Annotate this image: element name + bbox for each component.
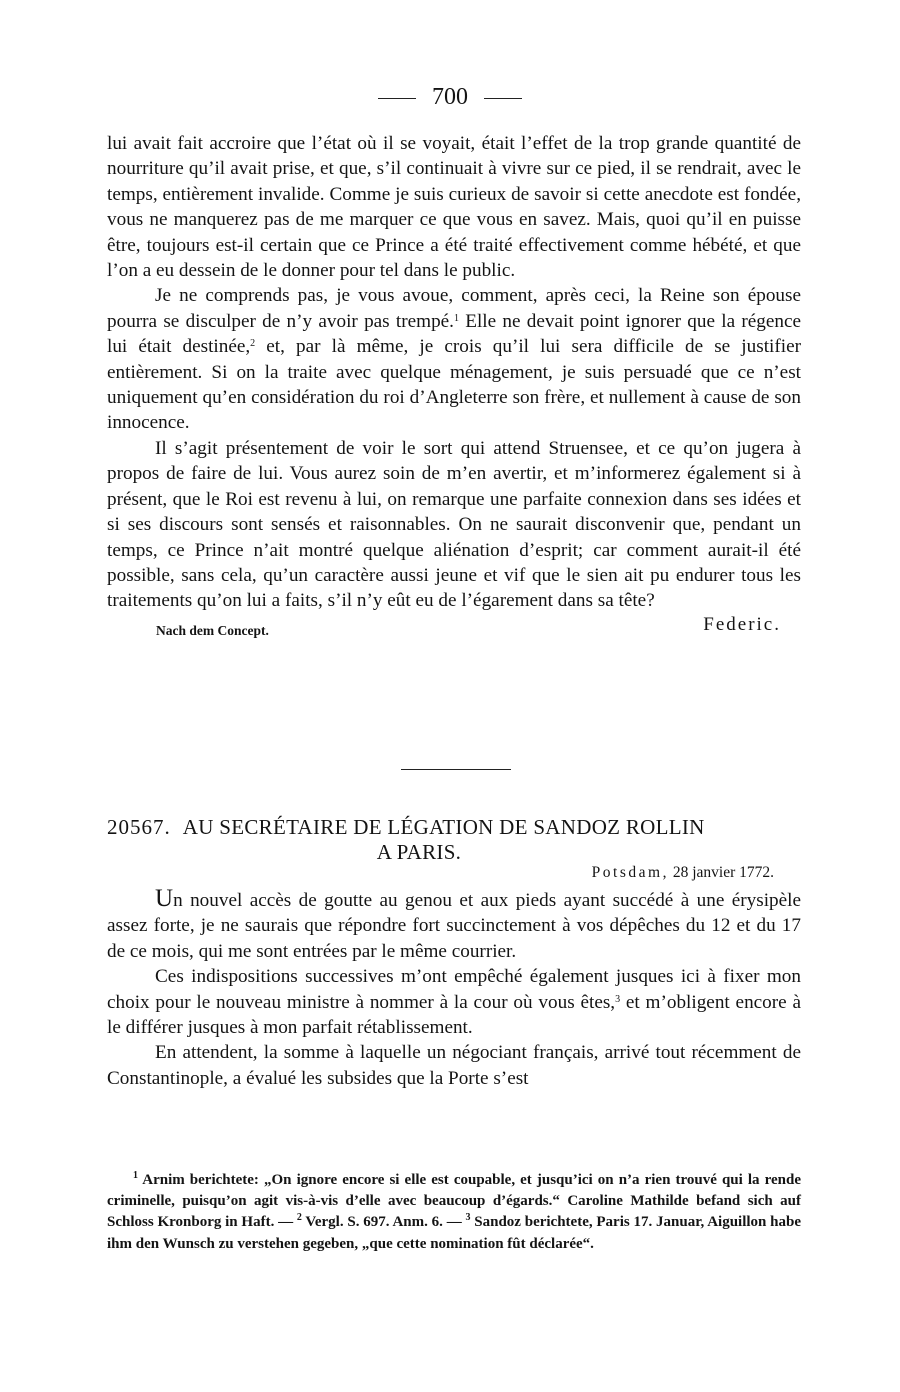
signature: Federic. <box>703 613 781 635</box>
dateline <box>592 864 774 882</box>
footnote-3-text: Sandoz berichtete, Paris 17. Januar, Aiguillon habe ihm den Wunsch zu verstehen gegeben, „que cette nomination fût déclarée“. <box>107 1214 802 1252</box>
dateline-place: Potsdam, <box>591 864 669 881</box>
letter-body <box>107 886 801 1091</box>
footnote-ref-2: 2 <box>250 338 256 350</box>
paragraph-2 <box>107 283 801 435</box>
letter-paragraph-2-text-a: Ces indispositions successives m’ont empêché également jusques ici à fixer mon choix pour le nouveau ministre à nommer à la cour où vous êtes, <box>107 966 801 1013</box>
header-dash-left <box>378 98 416 99</box>
paragraph-3: Il s’agit présentement de voir le sort qui attend Struensee, et ce qu’on jugera à propos de faire de lui. Vous aurez soin de m’en avertir, et m’informerez également si à présent, que le Roi est revenu à lui, on remarque une parfaite connexion dans ses idées et si ses discours sont sensés et raisonnables. On ne saurait disconvenir que, pendant un temps, ce Prince n’ait montré quelque aliénation d’esprit; car comment aurait-il été possible, sans cela, qu’un caractère aussi jeune et vif que le sien ait pu endurer tous les traitements qu’on lui a faits, s’il n’y eût eu de l’égarement dans sa tête? <box>107 437 801 612</box>
initial-letter: U <box>155 885 174 912</box>
footnote-1-mark: 1 <box>133 1170 138 1181</box>
footnote-block <box>107 1170 801 1255</box>
footnote-1-text: Arnim berichtete: „On ignore encore si elle est coupable, et jusqu’ici on n’a rien trouvé qui la rende criminelle, puisqu’on agit vis-à-vis d’elle avec beaucoup d’égards.“ Caroline Mathilde befand sich auf Schloss Kronborg in Haft. — <box>107 1172 801 1231</box>
letter-paragraph-1-text: n nouvel accès de goutte au genou et aux pieds ayant succédé à une érysipèle assez forte, je ne saurais que répondre fort succinctement à vos dépêches du 12 et du 17 de ce mois, qui me sont entrées par le même courrier. <box>107 890 801 962</box>
letter-paragraph-2-text-b: et m’obligent encore à le différer jusques à mon parfait rétablissement. <box>107 991 801 1039</box>
letter-heading-line-2: A PARIS. <box>376 840 462 864</box>
letter-recipient: AU SECRÉTAIRE DE LÉGATION DE SANDOZ ROLLIN <box>182 815 705 839</box>
dateline-date: 28 janvier 1772. <box>672 864 774 881</box>
letter-paragraph-2 <box>107 964 801 1040</box>
page-number: 700 <box>432 84 468 110</box>
letter-number: 20567. <box>107 815 171 839</box>
letter-paragraph-1 <box>107 886 801 964</box>
paragraph-1: lui avait fait accroire que l’état où il se voyait, était l’effet de la trop grande quantité de nourriture qu’il avait prise, et que, s’il continuait à vivre sur ce pied, il se rendrait, avec le temps, entièrement invalide. Comme je suis curieux de savoir si cette anecdote est fondée, vous ne manquerez pas de me marquer ce que vous en savez. Mais, quoi qu’il en puisse être, toujours est-il certain que ce Prince a été traité effectivement comme hébété, et que l’on a eu dessein de le donner pour tel dans le public. <box>107 133 801 282</box>
paragraph-2-text-b: Elle ne devait point ignorer que la régence lui était destinée, <box>107 310 802 358</box>
footnote-2-text: Vergl. S. 697. Anm. 6. — <box>301 1214 466 1231</box>
footnote-2-mark: 2 <box>296 1212 302 1224</box>
letter-heading <box>107 815 801 865</box>
signature-row <box>107 614 801 640</box>
letter-heading-line-1 <box>107 815 801 840</box>
previous-letter-body <box>107 131 801 640</box>
section-divider <box>401 769 511 770</box>
paragraph-2-text-c: et, par là même, je crois qu’il lui sera difficile de se justifier entièrement. Si on la traite avec quelque ménagement, je suis persuadé que ce n’est uniquement qu’en considération du roi d’Angleterre son frère, et nullement à cause de son innocence. <box>107 336 801 434</box>
footnote-3-mark: 3 <box>465 1212 471 1224</box>
footnote-ref-3: 3 <box>615 993 621 1005</box>
page-header <box>0 82 900 112</box>
header-dash-right <box>484 98 522 99</box>
paragraph-2-text-a: Je ne comprends pas, je vous avoue, comment, après ceci, la Reine son épouse pourra se disculper de n’y avoir pas trempé. <box>107 285 801 332</box>
footnotes <box>107 1170 801 1255</box>
footnote-ref-1: 1 <box>453 312 459 324</box>
source-note: Nach dem Concept. <box>156 622 269 638</box>
letter-paragraph-3: En attendent, la somme à laquelle un négociant français, arrivé tout récemment de Constantinople, a évalué les subsides que la Porte s’est <box>107 1042 801 1089</box>
